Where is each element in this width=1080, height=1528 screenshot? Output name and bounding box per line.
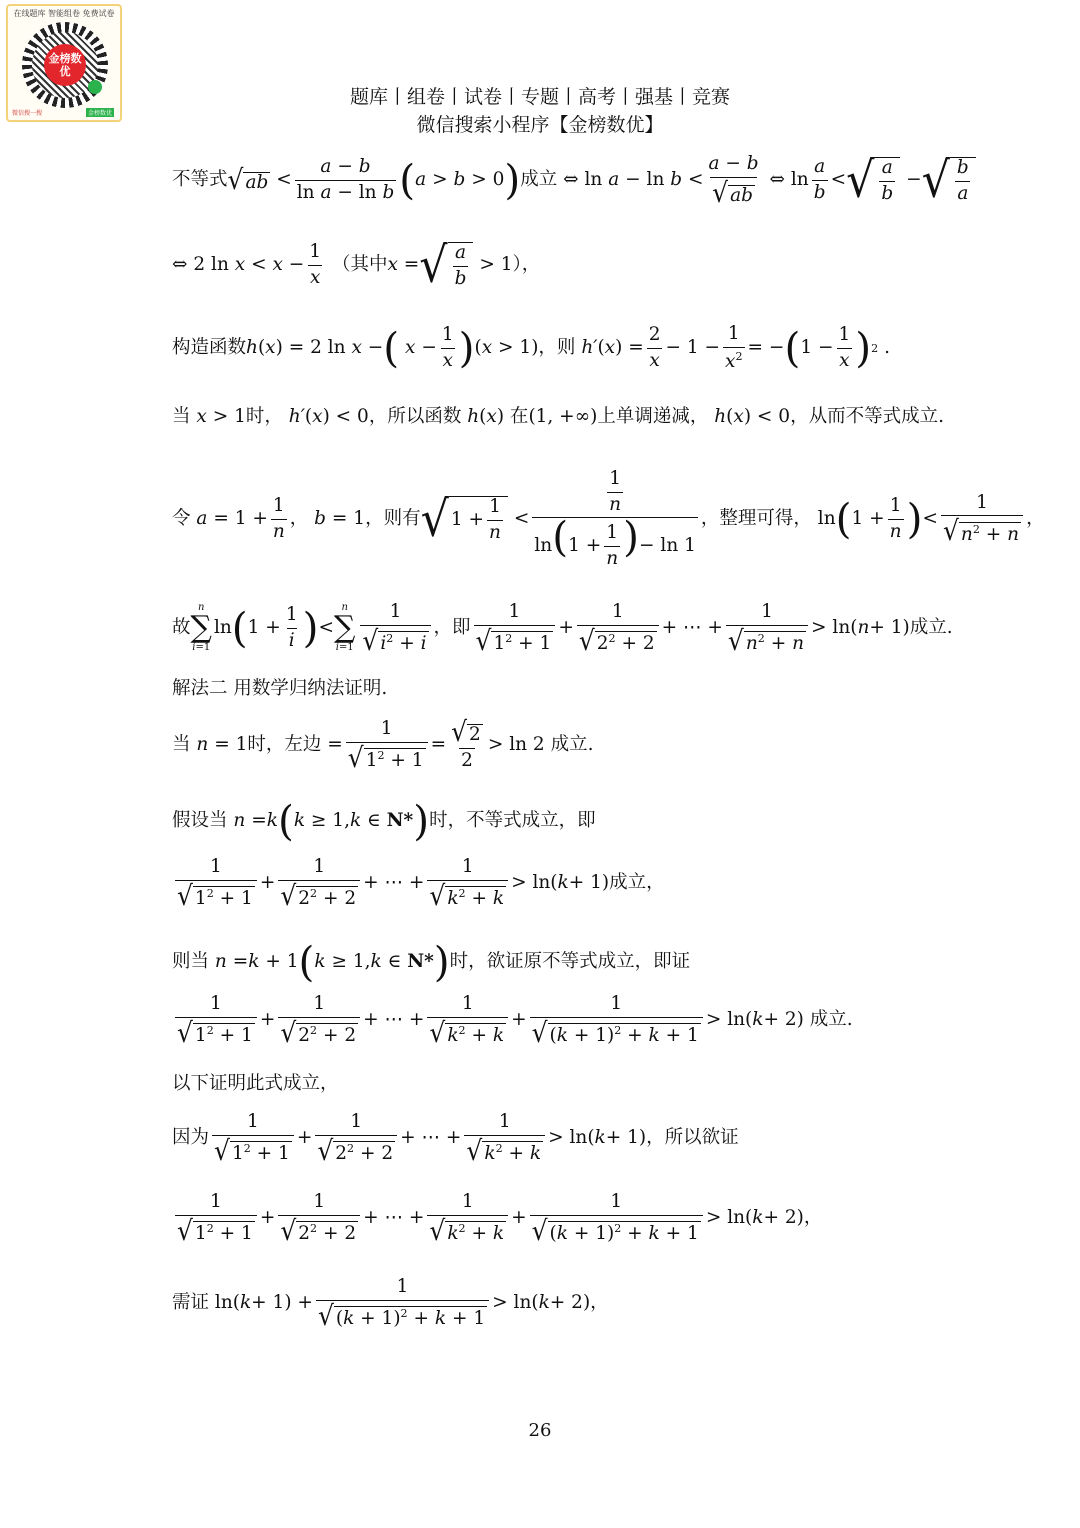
- text: 以下证明此式成立，: [172, 1073, 339, 1094]
- formula-line-16: 需证 ln( k + 1) + 1 √ $(k + 1)^2 + k + 1$ > ln( k + 2) ，: [172, 1276, 609, 1331]
- header-nav: 题库丨组卷丨试卷丨专题丨高考丨强基丨竞赛: [349, 86, 730, 108]
- text: ，: [803, 1206, 823, 1228]
- page-number: 26: [528, 1420, 552, 1441]
- text: 上单调递减，: [597, 406, 709, 427]
- formula-line-1: 不等式 √ ab < a − b ln a − ln b ( a > b > 0 ) 成立 ⇔ ln a − ln b < a − b √ ab ⇔ ln a b < √ $\frac{a}{b}$ − √ $\frac{b}{a}$: [172, 155, 976, 205]
- text: 在: [509, 406, 529, 427]
- text: ，: [590, 1291, 609, 1313]
- text: 成立.: [809, 1008, 853, 1030]
- text: 构造函数: [172, 336, 247, 358]
- text: 当: [172, 406, 191, 427]
- formula-line-5: 令 a = 1 + 1 n ， b = 1 ，则有 √ 1 + $\frac{1}{n}$ < $\frac{1}{n}$ ln(1 + $\frac{1}{n}$ )− ln 1 ，整理可得， ln ( 1 + 1 n ) < 1 √ $n^2 + n$ ，: [172, 468, 1045, 569]
- formula-line-13: [172, 1075, 339, 1094]
- text: ，所以函数: [368, 406, 462, 427]
- formula-line-4: 当 x > 1 时， h′ ( x ) < 0 ，所以函数 h ( x ) 在 (1, +∞) 上单调递减， h ( x ) < 0 ，从而不等式成立.: [172, 406, 944, 427]
- text: 假设当: [172, 810, 228, 832]
- formula-line-14: 因为 1 √ $1^2 + 1$ + 1 √ $2^2 + 2$ + ⋯ + 1 √ $k^2 + k$ > ln( k + 1) ，所以欲证: [172, 1111, 739, 1166]
- formula-line-6: 故 n ∑ i=1 ln ( 1 + 1 i ) < n ∑ i=1 1 √ $i^2 + i$ ，即 1 √ $1^2 + 1$ + 1 √ $2^2 + 2$ + ⋯ + 1 √ $n^2 + n$ > ln( n + 1) 成立.: [172, 601, 953, 656]
- formula-line-9: 假设当 n = k ( k ≥ 1, k ∈ N* ) 时，不等式成立，即: [172, 797, 596, 845]
- formula-line-15: 1 √ $1^2 + 1$ + 1 √ $2^2 + 2$ + ⋯ + 1 √ $k^2 + k$ + 1 √ $(k + 1)^2 + k + 1$ > ln( k + 2) ，: [177, 1191, 823, 1246]
- text: 成立.: [550, 733, 594, 755]
- logo-arc-text: 在线题库 智能组卷 免费试卷: [13, 9, 115, 18]
- text: （其中: [331, 253, 388, 275]
- text: 需证: [172, 1291, 210, 1313]
- text: ，所以欲证: [646, 1126, 739, 1148]
- text: 成立，: [609, 871, 665, 893]
- text: 不等式: [172, 168, 228, 190]
- text: 时，: [245, 406, 283, 427]
- text: 令: [172, 507, 191, 529]
- text: 解法二 用数学归纳法证明.: [172, 678, 388, 699]
- text: 则当: [172, 951, 210, 973]
- text: ，从而不等式成立.: [790, 406, 944, 427]
- text: ，: [1026, 507, 1045, 529]
- text: ，即: [433, 616, 471, 638]
- logo-badge: 金榜数优: [44, 44, 86, 86]
- formula-line-10: 1 √ $1^2 + 1$ + 1 √ $2^2 + 2$ + ⋯ + 1 √ $k^2 + k$ > ln( k + 1) 成立，: [177, 856, 665, 911]
- text: ），: [512, 253, 541, 275]
- text: 成立.: [909, 616, 953, 638]
- formula-line-2: ⇔ 2 ln x < x − 1 x （其中 x = √ $\frac{a}{b}$ > 1 ），: [172, 236, 541, 294]
- text: 时，左边: [247, 733, 322, 755]
- logo-search-label: 微信搜一搜: [12, 110, 43, 117]
- text: 成立: [520, 168, 558, 190]
- text: ，则: [538, 336, 576, 358]
- logo-brand-label: 金榜数优: [87, 110, 112, 117]
- formula-line-8: 当 n = 1 时，左边 = 1 √ $1^2 + 1$ = √ 2 2 > ln 2 成立.: [172, 715, 594, 773]
- method-two-heading: [172, 680, 387, 699]
- text: ，整理可得，: [700, 507, 812, 529]
- text: 故: [172, 616, 191, 638]
- formula-line-3: 构造函数 h ( x ) = 2 ln x − ( x − 1 x ) ( x > 1) ，则 h′ ( x ) = 2 x − 1 − 1 $x^2$ = − ( 1 − 1 x ) 2 .: [172, 323, 890, 372]
- header-sub: 微信搜索小程序【金榜数优】: [416, 114, 664, 136]
- text: 时，欲证原不等式成立，即证: [449, 951, 691, 973]
- text: ，则有: [365, 507, 421, 529]
- text: 时，不等式成立，即: [429, 810, 596, 832]
- text: 当: [172, 733, 191, 755]
- text: 因为: [172, 1126, 210, 1148]
- formula-line-12: 1 √ $1^2 + 1$ + 1 √ $2^2 + 2$ + ⋯ + 1 √ $k^2 + k$ + 1 √ $(k + 1)^2 + k + 1$ > ln( k + 2) 成立.: [177, 993, 853, 1048]
- formula-line-11: 则当 n = k + 1 ( k ≥ 1, k ∈ N* ) 时，欲证原不等式成立，即证: [172, 938, 691, 986]
